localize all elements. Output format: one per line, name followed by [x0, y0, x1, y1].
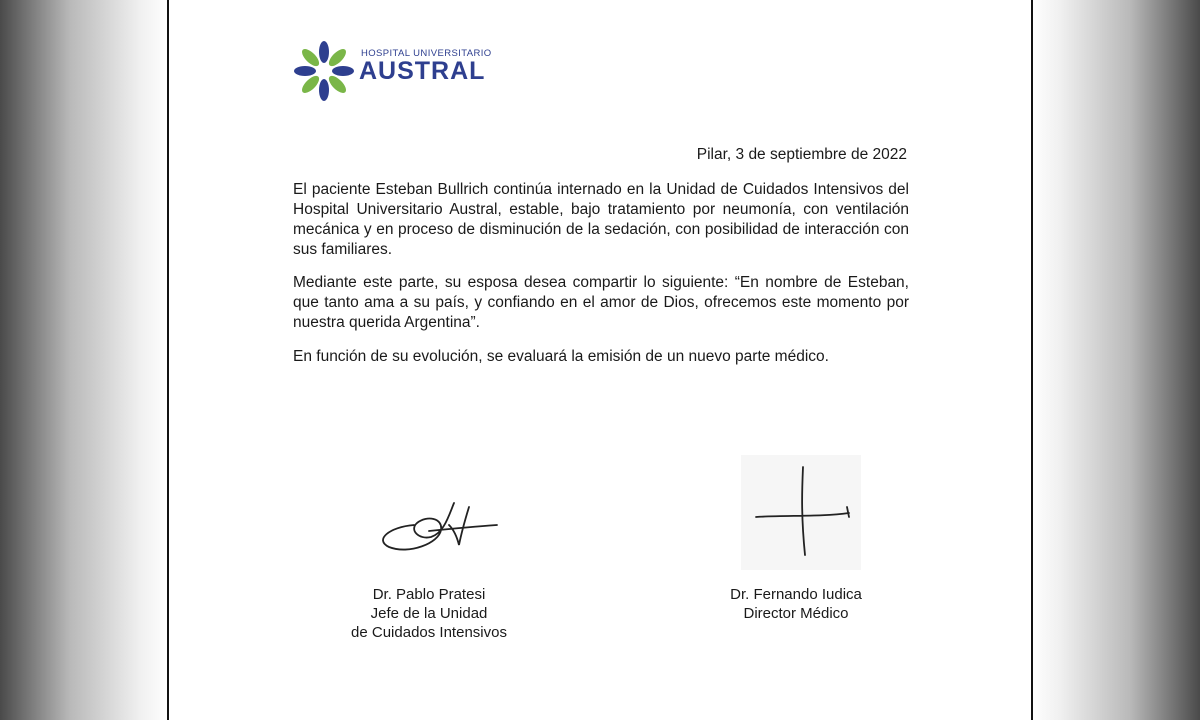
hospital-logo	[293, 40, 493, 102]
flower-logo-icon	[293, 40, 355, 102]
signer-name: Dr. Fernando Iudica	[730, 586, 862, 603]
letter-paragraph-2: Mediante este parte, su esposa desea compartir lo siguiente: “En nombre de Esteban, que tanto ama a su país, y confiando en el amor de Dios, ofrecemos este momento por nuestra querida Argentina”.	[293, 274, 909, 331]
letter-page	[167, 0, 1033, 720]
logo-subtitle: HOSPITAL UNIVERSITARIO	[361, 48, 492, 59]
signature-block-pratesi	[329, 585, 529, 642]
letter-date: Pilar, 3 de septiembre de 2022	[696, 146, 907, 163]
signer-title: de Cuidados Intensivos	[351, 624, 507, 641]
signer-title: Jefe de la Unidad	[370, 605, 488, 622]
signature-pratesi	[369, 485, 499, 560]
signer-name: Dr. Pablo Pratesi	[372, 586, 486, 603]
letter-paragraph-1: El paciente Esteban Bullrich continúa internado en la Unidad de Cuidados Intensivos del Hospital Universitario Austral, estable, bajo tratamiento por neumonía, con ventilación mecánica y en proceso de disminución de la sedación, con posibilidad de interacción con sus familiares.	[293, 181, 909, 258]
logo-title: AUSTRAL	[359, 57, 486, 85]
letter-paragraph-3: En función de su evolución, se evaluará la emisión de un nuevo parte médico.	[293, 348, 829, 365]
signature-block-iudica	[696, 585, 896, 623]
signature-iudica	[741, 455, 861, 570]
signer-title: Director Médico	[743, 605, 849, 622]
